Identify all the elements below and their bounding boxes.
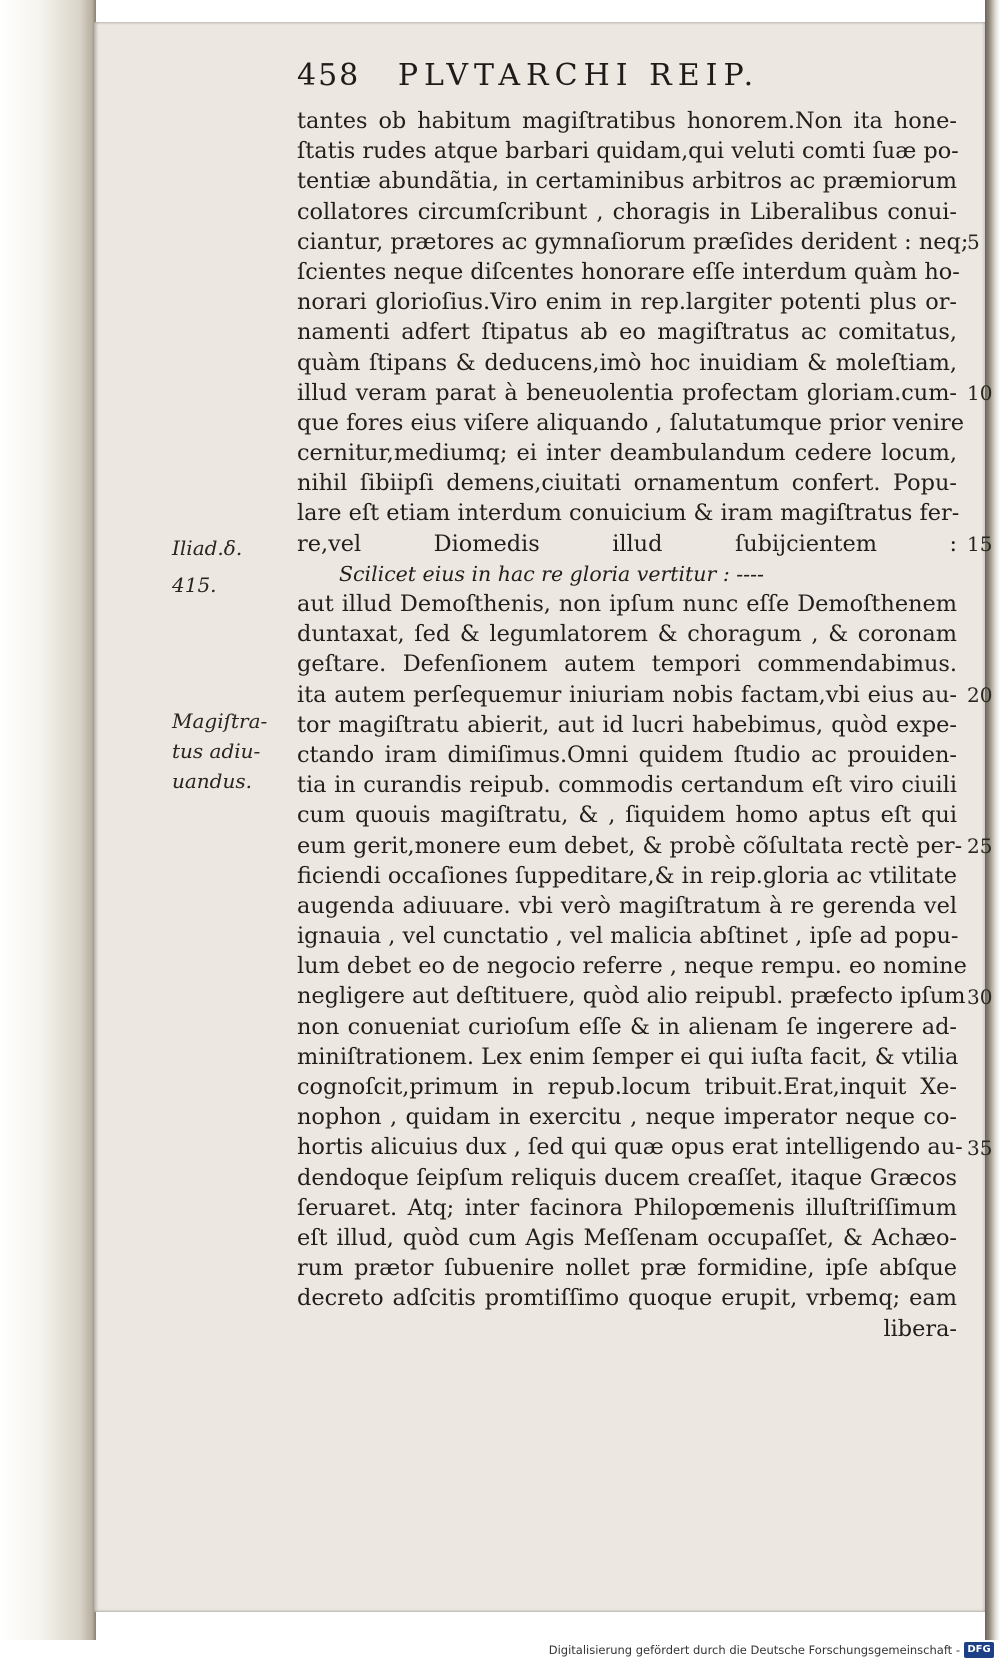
text-line: eum gerit,monere eum debet, & probè cõſultata rectè per- — [297, 832, 963, 859]
page-header — [297, 58, 817, 98]
text-line: lare eſt etiam interdum conuicium & iram magiſtratus fer- — [297, 500, 960, 527]
text-line: ita autem perſequemur iniuriam nobis factam,vbi eius au- — [297, 681, 957, 708]
line-number: 5 — [967, 229, 980, 254]
text-line: lum debet eo de negocio referre , neque rempu. eo nomine — [297, 953, 967, 980]
margin-note-iliad: Iliad.δ. — [172, 536, 243, 560]
margin-note-magistratus-3: uandus. — [172, 769, 252, 793]
margin-note-iliad-verse: 415. — [172, 573, 217, 597]
line-number: 35 — [967, 1135, 993, 1160]
text-line: tantes ob habitum magiſtratibus honorem.Non ita hone- — [297, 108, 957, 134]
text-line: namenti adfert ſtipatus ab eo magiſtratus ac comitatus, — [297, 319, 957, 346]
text-line: ctando iram dimiſimus.Omni quidem ſtudio ac prouiden- — [297, 741, 957, 768]
running-title: PLVTARCHI REIP. — [397, 58, 760, 93]
text-line: collatores circumſcribunt , choragis in Liberalibus conui- — [297, 198, 957, 225]
dfg-logo: DFG — [964, 1642, 994, 1658]
body-text — [297, 106, 969, 1344]
line-number: 15 — [967, 531, 993, 556]
text-line: cum quouis magiſtratu, & , ſiquidem homo aptus eſt qui — [297, 802, 957, 829]
text-line: quàm ſtipans & deducens,imò hoc inuidiam & moleſtiam, — [297, 349, 957, 376]
text-line: nophon , quidam in exercitu , neque imperator neque co- — [297, 1104, 957, 1131]
footer-credit: Digitalisierung gefördert durch die Deutsche Forschungsgemeinschaft - — [548, 1643, 960, 1657]
text-line: decreto adſcitis promtiſſimo quoque erupit, vrbemq; eam — [297, 1285, 957, 1312]
facing-page-edge — [0, 0, 96, 1640]
text-line: libera- — [883, 1315, 957, 1342]
text-line: cernitur,mediumq; ei inter deambulandum cedere locum, — [297, 440, 957, 467]
text-line: non conueniat curioſum eſſe & in alienam ſe ingerere ad- — [297, 1013, 957, 1040]
text-line: hortis alicuius dux , ſed qui quæ opus erat intelligendo au- — [297, 1134, 963, 1161]
text-line: nihil ſibiipſi demens,ciuitati ornamentum confert. Popu- — [297, 470, 957, 497]
text-line: dendoque ſeipſum reliquis ducem creaſſet, itaque Græcos — [297, 1164, 957, 1191]
text-line: ſeruaret. Atq; inter facinora Philopœmenis illuſtriſſimum — [297, 1194, 957, 1221]
text-line: ſcientes neque diſcentes honorare eſſe interdum quàm ho- — [297, 258, 960, 285]
text-line: ignauia , vel cunctatio , vel malicia abſtinet , ipſe ad popu- — [297, 923, 959, 950]
text-line: illud veram parat à beneuolentia profectam gloriam.cum- — [297, 379, 957, 406]
text-line: geſtare. Defenſionem autem tempori commendabimus. — [297, 651, 957, 678]
text-line: eſt illud, quòd cum Agis Meſſenam occupaſſet, & Achæo- — [297, 1224, 957, 1251]
text-line: rum prætor ſubuenire nollet præ formidine, ipſe abſque — [297, 1255, 957, 1282]
line-number: 30 — [967, 984, 993, 1009]
text-line: negligere aut deſtituere, quòd alio reipubl. præfecto ipſum — [297, 983, 966, 1010]
line-number: 10 — [967, 380, 993, 405]
text-line: que fores eius viſere aliquando , ſalutatumque prior venire — [297, 409, 964, 436]
text-line: aut illud Demoſthenis, non ipſum nunc eſſe Demoſthenem — [297, 591, 957, 617]
text-line: tor magiſtratu abierit, aut id lucri habebimus, quòd expe- — [297, 711, 957, 738]
text-line: tia in curandis reipub. commodis certandum eſt viro ciuili — [297, 772, 957, 799]
text-line: ciantur, prætores ac gymnaſiorum præſides derident : neq; — [297, 228, 969, 255]
text-line: ficiendi occaſiones ſuppeditare,& in reip.gloria ac vtilitate — [297, 862, 957, 889]
line-number: 25 — [967, 833, 993, 858]
text-line: Scilicet eius in hac re gloria vertitur : ---- — [339, 561, 764, 586]
digitization-footer — [0, 1640, 1000, 1661]
page-number: 458 — [297, 58, 361, 93]
text-line: cognoſcit,primum in repub.locum tribuit.Erat,inquit Xe- — [297, 1074, 957, 1100]
text-line: augenda adiuuare. vbi verò magiſtratum à re gerenda vel — [297, 892, 957, 919]
text-line: re,vel Diomedis illud ſubijcientem : — [297, 530, 957, 557]
margin-note-magistratus-2: tus adiu- — [172, 739, 261, 763]
text-line: norari glorioſius.Viro enim in rep.largiter potenti plus or- — [297, 289, 957, 316]
text-line: miniſtrationem. Lex enim ſemper ei qui iuſta facit, & vtilia — [297, 1043, 959, 1070]
line-number: 20 — [967, 682, 993, 707]
text-line: ſtatis rudes atque barbari quidam,qui veluti comti ſuæ po- — [297, 138, 959, 165]
text-line: duntaxat, ſed & legumlatorem & choragum , & coronam — [297, 621, 957, 648]
text-line: tentiæ abundãtia, in certaminibus arbitros ac præmiorum — [297, 168, 957, 195]
margin-note-magistratus-1: Magiſtra- — [172, 709, 268, 733]
